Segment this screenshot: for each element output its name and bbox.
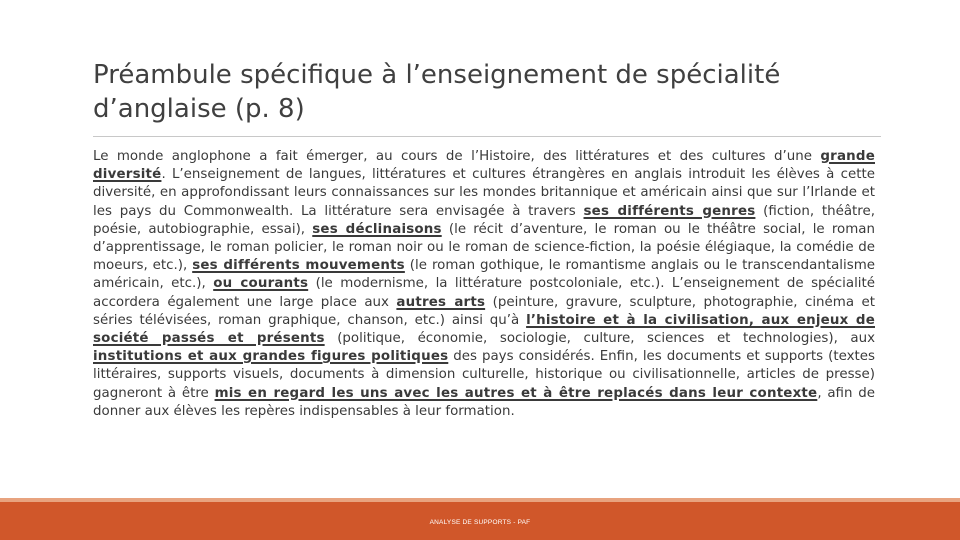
- emphasis-differents-genres: ses différents genres: [583, 203, 756, 219]
- body-segment: , afin de donner aux élèves les repères indispensables à leur formation.: [93, 385, 875, 419]
- emphasis-institutions-figures: institutions et aux grandes figures politiques: [93, 349, 449, 365]
- emphasis-ou-courants: ou courants: [213, 276, 309, 292]
- body-segment: (le récit d’aventure, le roman ou le théâtre social, le roman d’apprentissage, le roman policier, le roman noir ou le roman de science-fiction, la poésie élégiaque, la comédie de moeurs, etc.),: [93, 221, 875, 274]
- body-segment: (peinture, gravure, sculpture, photographie, cinéma et séries télévisées, roman graphique, chanson, etc.) ainsi qu’à: [93, 294, 875, 328]
- body-segment: . L’enseignement de langues, littératures et cultures étrangères en anglais introduit les élèves à cette diversité, en approfondissant leurs connaissances sur les mondes britannique et américain ainsi que sur l’Irlande et les pays du Commonwealth. La littérature sera envisagée à travers: [93, 167, 875, 219]
- body-segment: (le roman gothique, le romantisme anglais ou le transcendantalisme américain, etc.),: [93, 258, 875, 292]
- body-segment: Le monde anglophone a fait émerger, au cours de l’Histoire, des littératures et des cultures d’une: [93, 149, 821, 164]
- body-segment: (fiction, théâtre, poésie, autobiographie, essai),: [93, 203, 875, 237]
- emphasis-autres-arts: autres arts: [396, 294, 486, 310]
- emphasis-grande-diversite: grande diversité: [93, 149, 875, 183]
- title-divider: [93, 136, 881, 137]
- body-segment: (le modernisme, la littérature postcoloniale, etc.). L’enseignement de spécialité accordera également une large place aux: [93, 276, 876, 310]
- emphasis-histoire-civilisation: l’histoire et à la civilisation, aux enjeux de société passés et présents: [93, 312, 875, 347]
- body-paragraph: [93, 148, 875, 421]
- body-segment: (politique, économie, sociologie, culture, sciences et technologies), aux: [324, 331, 875, 347]
- emphasis-differents-mouvements: ses différents mouvements: [192, 258, 405, 274]
- emphasis-mis-en-regard: mis en regard les uns avec les autres et à être replacés dans leur contexte: [214, 385, 818, 401]
- body-segment: des pays considérés. Enfin, les documents et supports (textes littéraires, supports visuels, documents à dimension culturelle, historique ou civilisationnelle, articles de presse) gagneront à être: [93, 349, 875, 401]
- footer-label: ANALYSE DE SUPPORTS - PAF: [429, 519, 531, 526]
- slide-title: Préambule spécifique à l’enseignement de spécialité d’anglaise (p. 8): [93, 60, 781, 124]
- emphasis-declinaisons: ses déclinaisons: [312, 221, 442, 237]
